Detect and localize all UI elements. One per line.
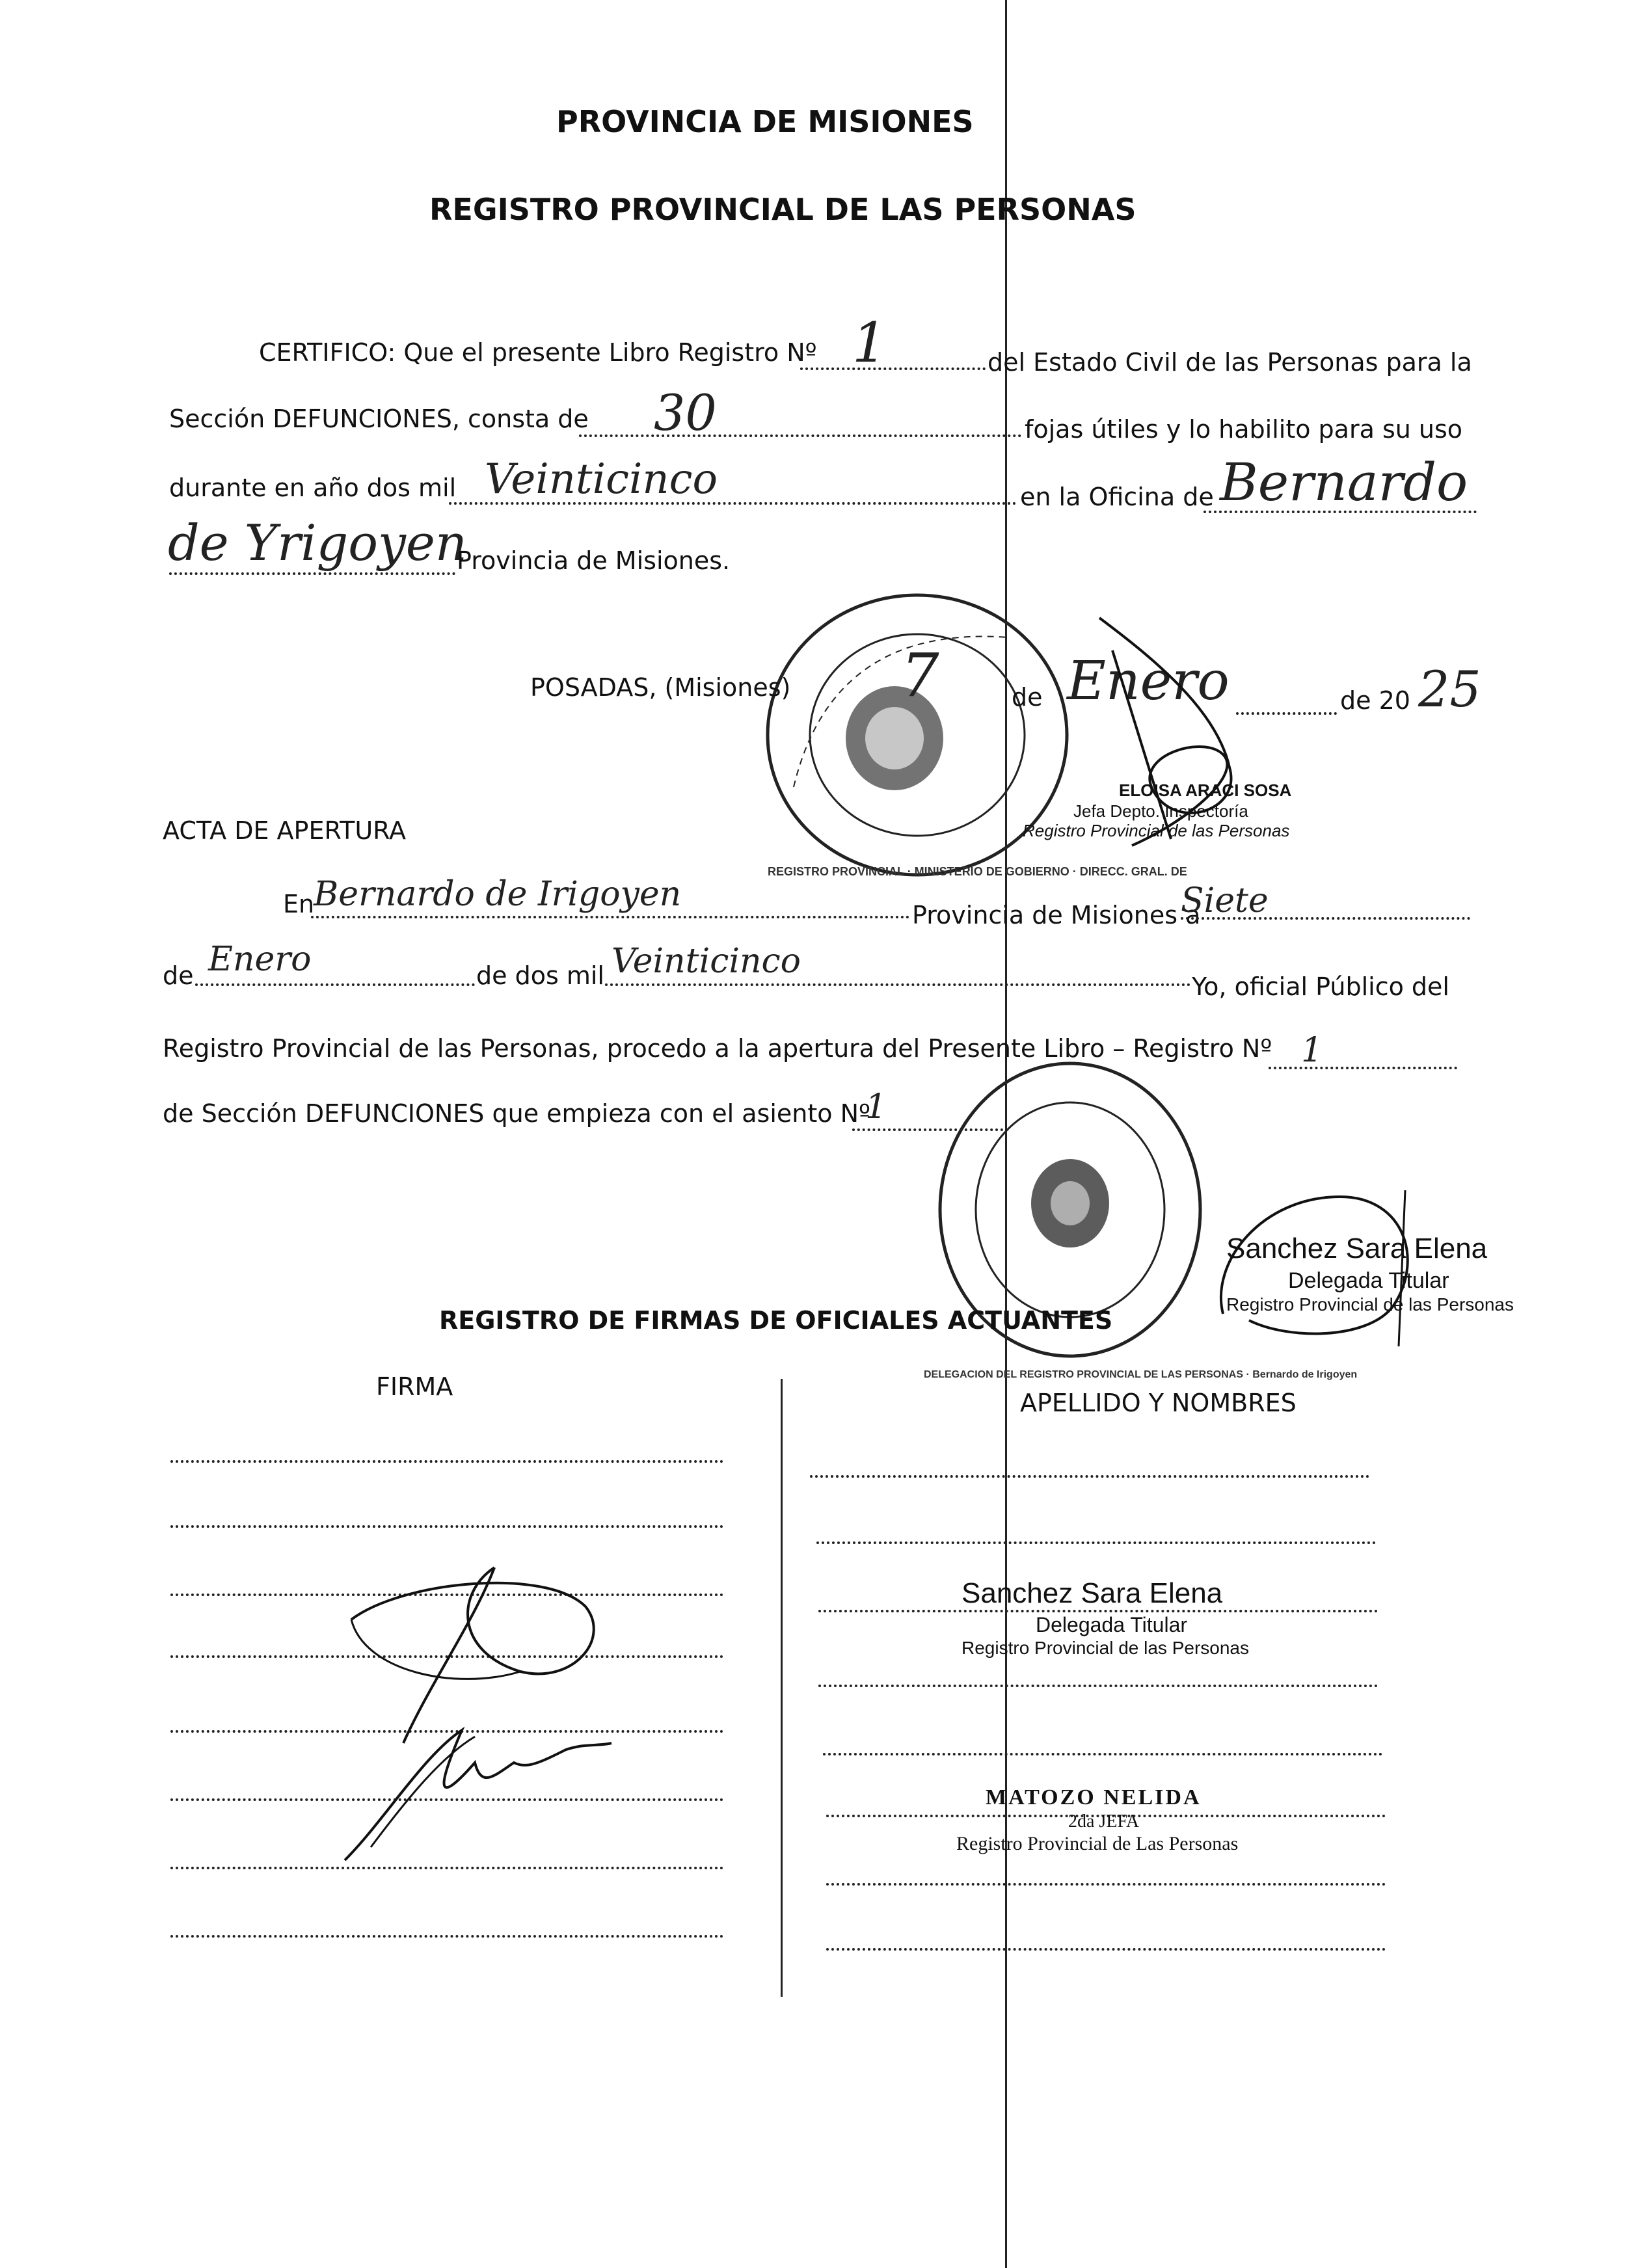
folios-value: 30 [654,384,717,442]
stamp-top-org: Registro Provincial de las Personas [1023,821,1290,840]
official-seal-top [735,572,1125,898]
signature-firma-2 [332,1717,618,1873]
opening-l1-mid: Provincia de Misiones a [912,901,1201,929]
entry-1-role: Delegada Titular [1036,1613,1188,1636]
cert-line3-label: durante en año dos mil [169,474,457,502]
opening-heading: ACTA DE APERTURA [163,816,406,845]
name-line-3 [818,1610,1378,1612]
delegation-seal-ring-text: DELEGACION DEL REGISTRO PROVINCIAL DE LAS PERSONAS · Bernardo de Irigoyen [924,1369,1358,1380]
opening-month-field [195,983,475,986]
name-line-2 [816,1541,1376,1544]
col-name-header: APELLIDO Y NOMBRES [1020,1389,1297,1417]
name-line-1 [810,1475,1369,1478]
year-digits-value: 25 [1418,660,1481,718]
entry-2-role: 2da JEFA [1068,1811,1140,1832]
entry-1-org: Registro Provincial de las Personas [961,1638,1249,1658]
month-value: Enero [1067,650,1230,712]
opening-l2-label: de [163,961,194,990]
opening-l3-num-value: 1 [1301,1031,1323,1070]
cert-line3-suffix: en la Oficina de [1020,483,1214,511]
name-line-8 [826,1948,1386,1951]
opening-day-field [1181,917,1470,920]
opening-l4-text: de Sección DEFUNCIONES que empieza con el asiento Nº [163,1099,870,1128]
stamp-top-role: Jefa Depto. Inspectoría [1073,801,1248,821]
opening-month-value: Enero [208,940,312,979]
de-label: de [1012,683,1043,712]
entry-2-name: MATOZO NELIDA [986,1785,1202,1809]
name-line-4 [818,1685,1378,1687]
cert-line1-suffix: del Estado Civil de las Personas para la [988,348,1472,377]
name-line-5 [823,1753,1382,1755]
place-label: POSADAS, (Misiones) [530,673,791,702]
entry-2-org: Registro Provincial de Las Personas [956,1833,1239,1854]
signatures-divider [781,1379,783,1997]
opening-day-value: Siete [1181,881,1269,920]
office-value-2: de Yrigoyen [168,514,467,572]
year-label: de 20 [1340,686,1410,715]
folios-field [579,434,1021,437]
book-number-value: 1 [852,311,887,375]
cert-line2-suffix: fojas útiles y lo habilito para su uso [1025,415,1463,444]
opening-year-field [605,983,1190,986]
office-value-1: Bernardo [1220,452,1468,513]
page-subtitle: REGISTRO PROVINCIAL DE LAS PERSONAS [429,192,1136,227]
col-firma-header: FIRMA [376,1372,453,1401]
firma-line-2 [170,1525,723,1528]
opening-l2-suffix: Yo, oficial Público del [1192,972,1449,1001]
opening-l1-label: En [283,890,315,918]
opening-l2-mid: de dos mil [476,961,604,990]
book-number-field [800,367,986,370]
stamp-mid-name: Sanchez Sara Elena [1226,1233,1488,1264]
seal-top-ring-text: REGISTRO PROVINCIAL · MINISTERIO DE GOBIERNO · DIRECC. GRAL. DE [768,865,1187,878]
opening-place-value: Bernardo de Irigoyen [314,875,682,914]
signatures-heading: REGISTRO DE FIRMAS DE OFICIALES ACTUANTES [439,1306,1113,1335]
entry-1-name: Sanchez Sara Elena [961,1577,1223,1609]
firma-line-1 [170,1460,723,1463]
opening-year-value: Veinticinco [612,942,801,981]
cert-line2-label: Sección DEFUNCIONES, consta de [169,405,589,433]
stamp-mid-role: Delegada Titular [1288,1268,1449,1293]
name-line-7 [826,1883,1386,1886]
opening-l4-num-value: 1 [865,1087,887,1127]
opening-l3-num-field [1269,1067,1457,1069]
stamp-top-name: ELOISA ARACI SOSA [1119,780,1292,800]
page-title: PROVINCIA DE MISIONES [556,104,974,139]
day-value: 7 [901,641,939,710]
opening-l3-text: Registro Provincial de las Personas, procedo a la apertura del Presente Libro – Registro Nº [163,1034,1272,1063]
cert-line4-suffix: Provincia de Misiones. [457,546,731,575]
cert-line1-label: CERTIFICO: Que el presente Libro Registro Nº [259,338,817,367]
stamp-mid-org: Registro Provincial de las Personas [1226,1294,1514,1314]
opening-place-field [311,916,909,918]
firma-line-8 [170,1935,723,1938]
office-field-2 [169,572,455,575]
year-words-value: Veinticinco [485,455,718,503]
